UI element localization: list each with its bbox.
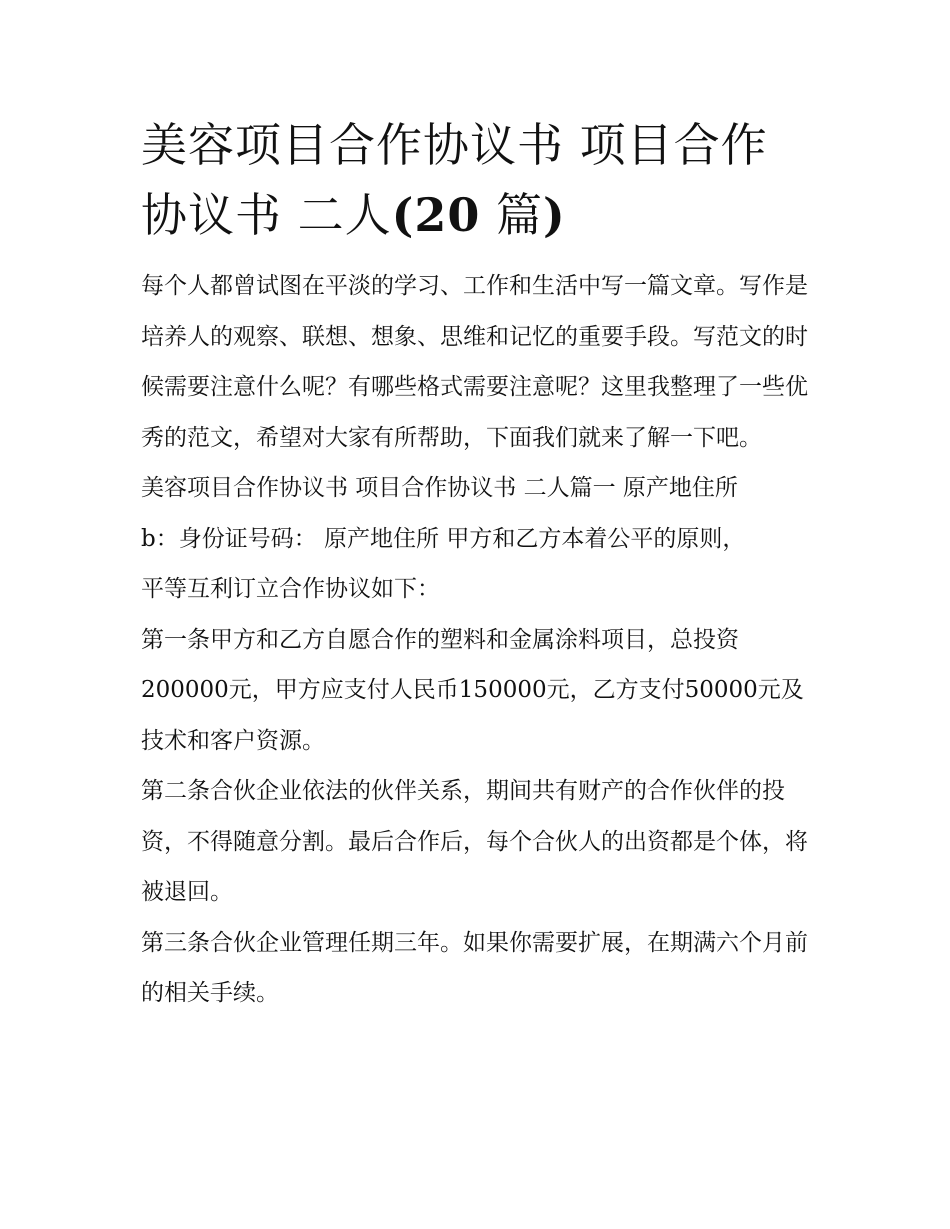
title-line-2: [141, 188, 566, 242]
title-count-unit: 篇: [496, 188, 544, 242]
party-b-line: b：身份证号码： 原产地住所 甲方和乙方本着公平的原则，: [141, 525, 746, 552]
title-count: (20: [391, 188, 481, 242]
document-title: [141, 110, 821, 250]
document-page: [141, 110, 821, 1019]
title-close-paren: ): [543, 188, 566, 242]
article-1-paragraph: 第一条甲方和乙方自愿合作的塑料和金属涂料项目，总投资200000元，甲方应支付人民币150000元，乙方支付50000元及技术和客户资源。: [141, 626, 804, 754]
section-heading-line: 美容项目合作协议书 项目合作协议书 二人篇一 原产地住所: [141, 475, 738, 501]
title-line-2-text: 协议书 二人: [141, 188, 392, 242]
intro-paragraph: 每个人都曾试图在平淡的学习、工作和生活中写一篇文章。写作是培养人的观察、联想、想象、思维和记忆的重要手段。写范文的时候需要注意什么呢？有哪些格式需要注意呢？这里我整理了一些优秀的范文，希望对大家有所帮助，下面我们就来了解一下吧。: [141, 273, 808, 451]
agreement-intro-line: 平等互利订立合作协议如下：: [141, 576, 440, 602]
title-line-1: 美容项目合作协议书 项目合作: [141, 118, 768, 172]
article-3-paragraph: 第三条合伙企业管理任期三年。如果你需要扩展，在期满六个月前的相关手续。: [141, 929, 808, 1006]
article-2-paragraph: 第二条合伙企业依法的伙伴关系，期间共有财产的合作伙伴的投资，不得随意分割。最后合作后，每个合伙人的出资都是个体，将被退回。: [141, 778, 808, 905]
